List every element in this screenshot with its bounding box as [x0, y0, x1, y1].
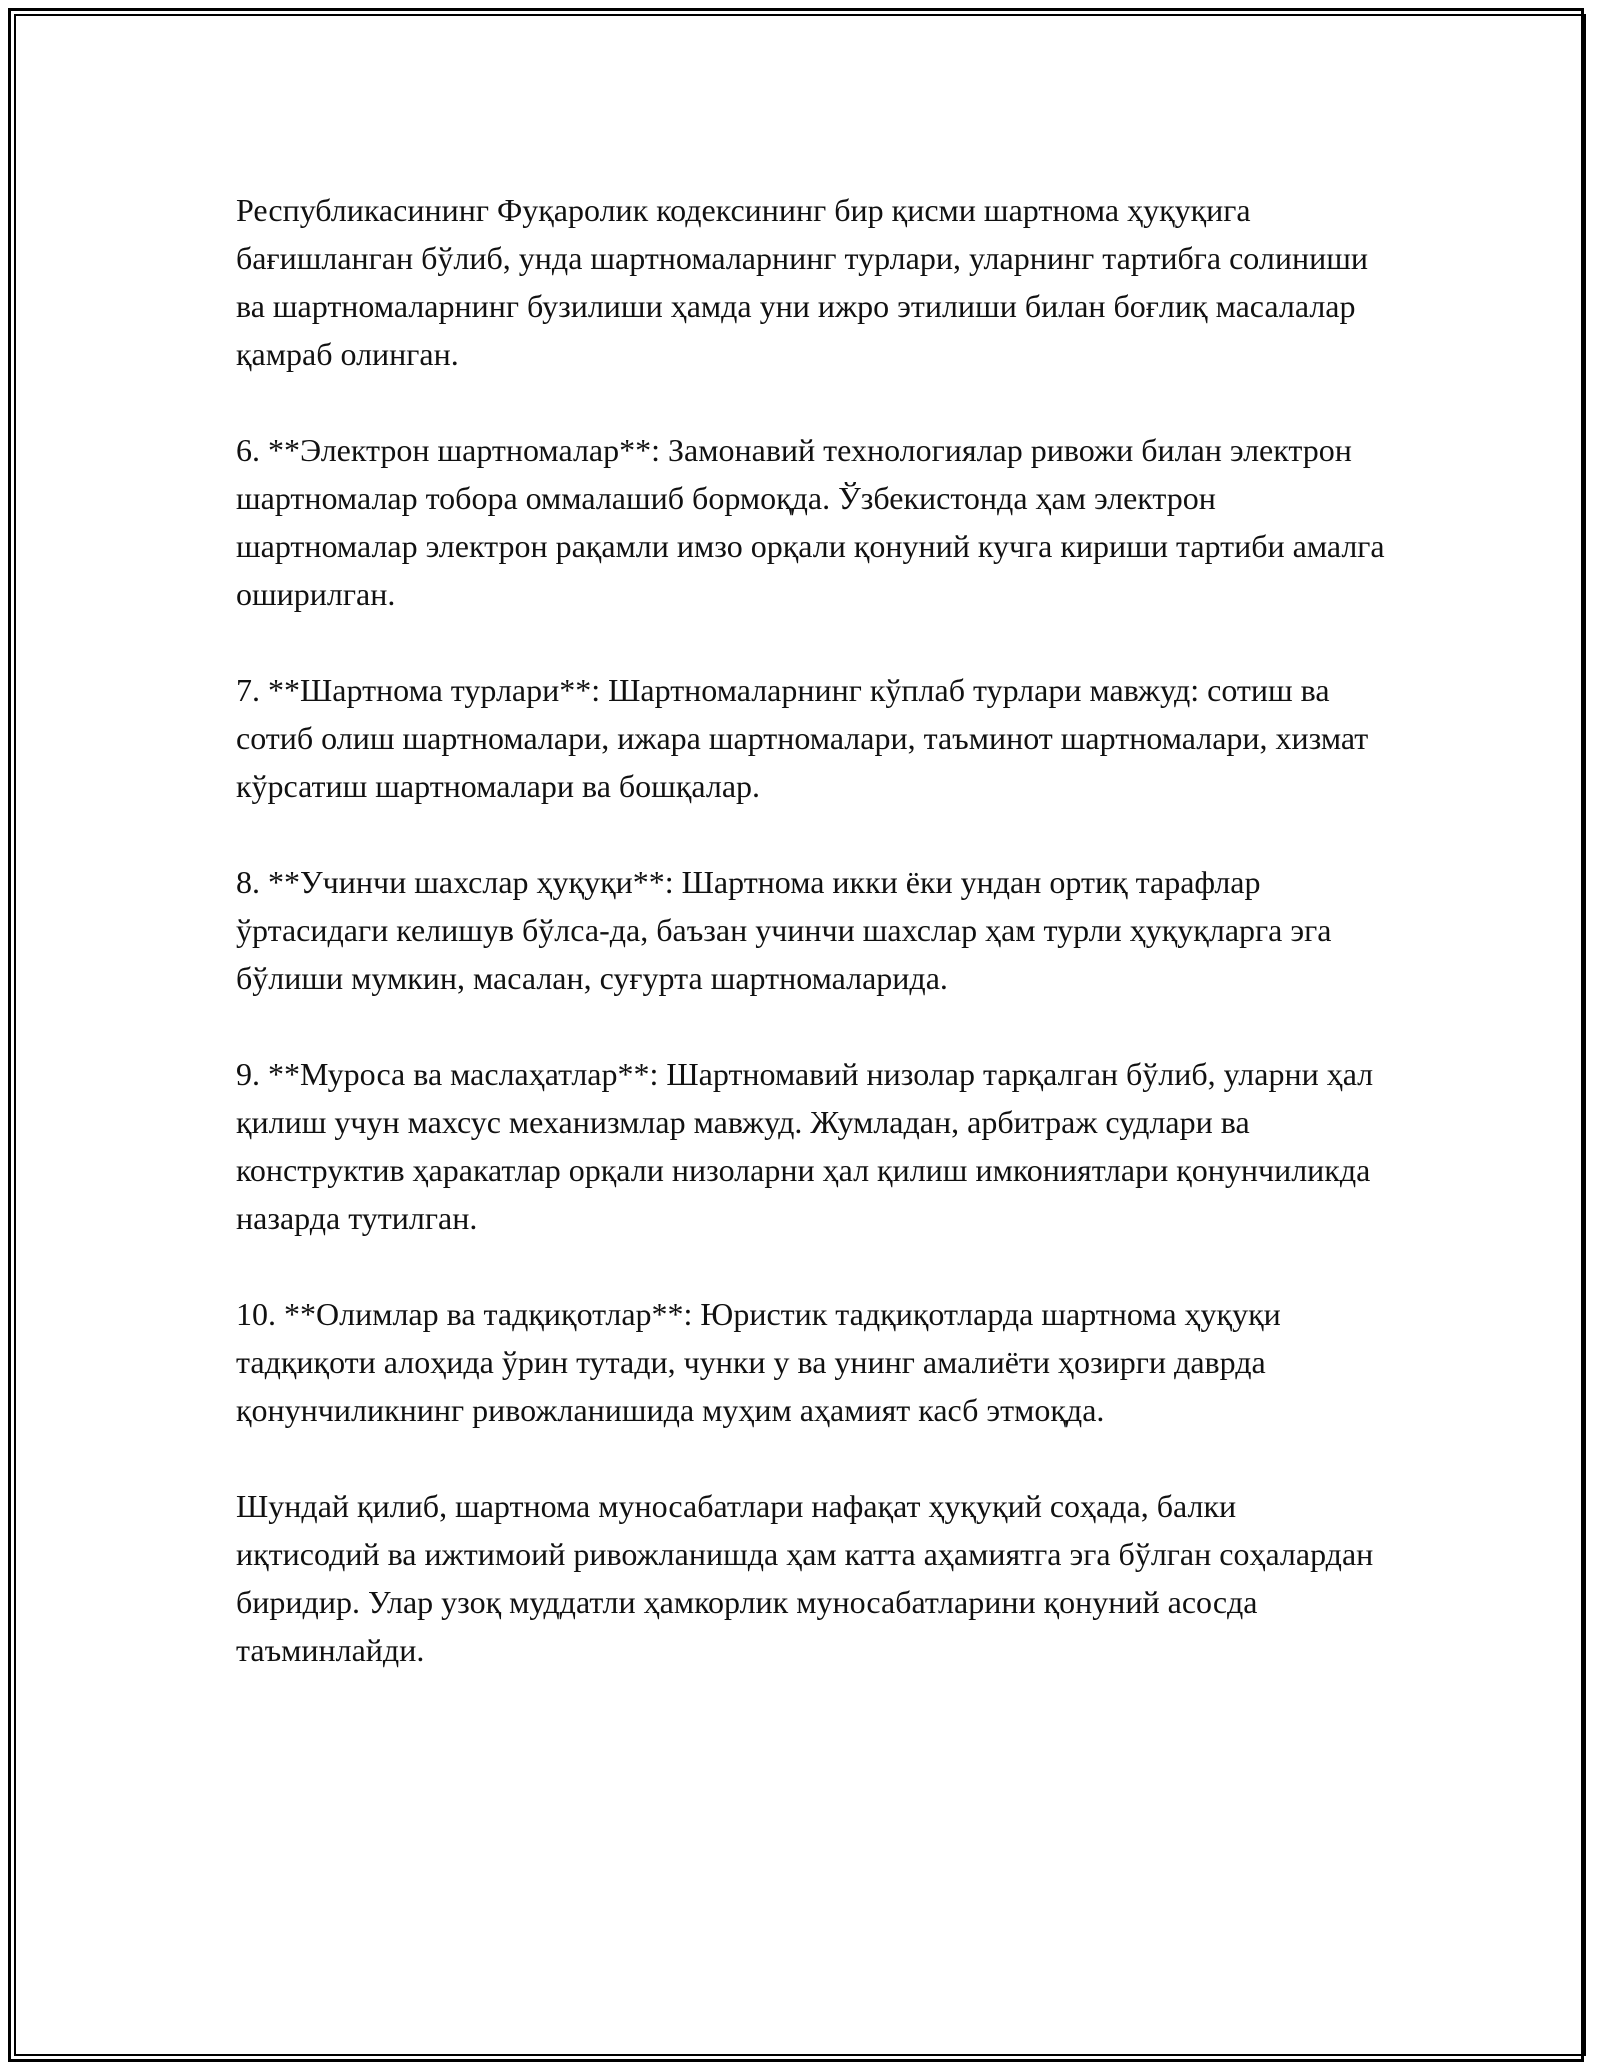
- paragraph-research: 10. **Олимлар ва тадқиқотлар**: Юристик тадқиқотларда шартнома ҳуқуқи тадқиқоти алоҳида ўрин тутади, чунки у ва унинг амалиёти ҳозирги даврда қонунчиликнинг ривожланишида муҳим аҳамият касб этмоқда.: [236, 1296, 1281, 1428]
- paragraph-conclusion: Шундай қилиб, шартнома муносабатлари нафақат ҳуқуқий соҳада, балки иқтисодий ва ижтимоий ривожланишда ҳам катта аҳамиятга эга бўлган соҳалардан биридир. Улар узоқ муддатли ҳамкорлик муносабатларини қонуний асосда таъминлайди.: [236, 1488, 1374, 1668]
- paragraph-electronic-contracts: 6. **Электрон шартномалар**: Замонавий технологиялар ривожи билан электрон шартномалар тобора оммалашиб бормоқда. Ўзбекистонда ҳам электрон шартномалар электрон рақамли имзо орқали қонуний кучга кириши тартиби амалга оширилган.: [236, 432, 1385, 612]
- paragraph-dispute-resolution: 9. **Муроса ва маслаҳатлар**: Шартномавий низолар тарқалган бўлиб, уларни ҳал қилиш учун махсус механизмлар мавжуд. Жумладан, арбитраж судлари ва конструктив ҳаракатлар орқали низоларни ҳал қилиш имкониятлари қонунчиликда назарда тутилган.: [236, 1056, 1374, 1236]
- paragraph-contract-types: 7. **Шартнома турлари**: Шартномаларнинг кўплаб турлари мавжуд: сотиш ва сотиб олиш шартномалари, ижара шартномалари, таъминот шартномалари, хизмат кўрсатиш шартномалари ва бошқалар.: [236, 672, 1369, 804]
- paragraph-third-party-rights: 8. **Учинчи шахслар ҳуқуқи**: Шартнома икки ёки ундан ортиқ тарафлар ўртасидаги келишув бўлса-да, баъзан учинчи шахслар ҳам турли ҳуқуқларга эга бўлиши мумкин, масалан, суғурта шартномаларида.: [236, 864, 1332, 996]
- document-body: [236, 186, 1386, 1674]
- paragraph-intro: Республикасининг Фуқаролик кодексининг бир қисми шартнома ҳуқуқига бағишланган бўлиб, унда шартномаларнинг турлари, уларнинг тартибга солиниши ва шартномаларнинг бузилиши ҳамда уни ижро этилиши билан боғлиқ масалалар қамраб олинган.: [236, 192, 1368, 372]
